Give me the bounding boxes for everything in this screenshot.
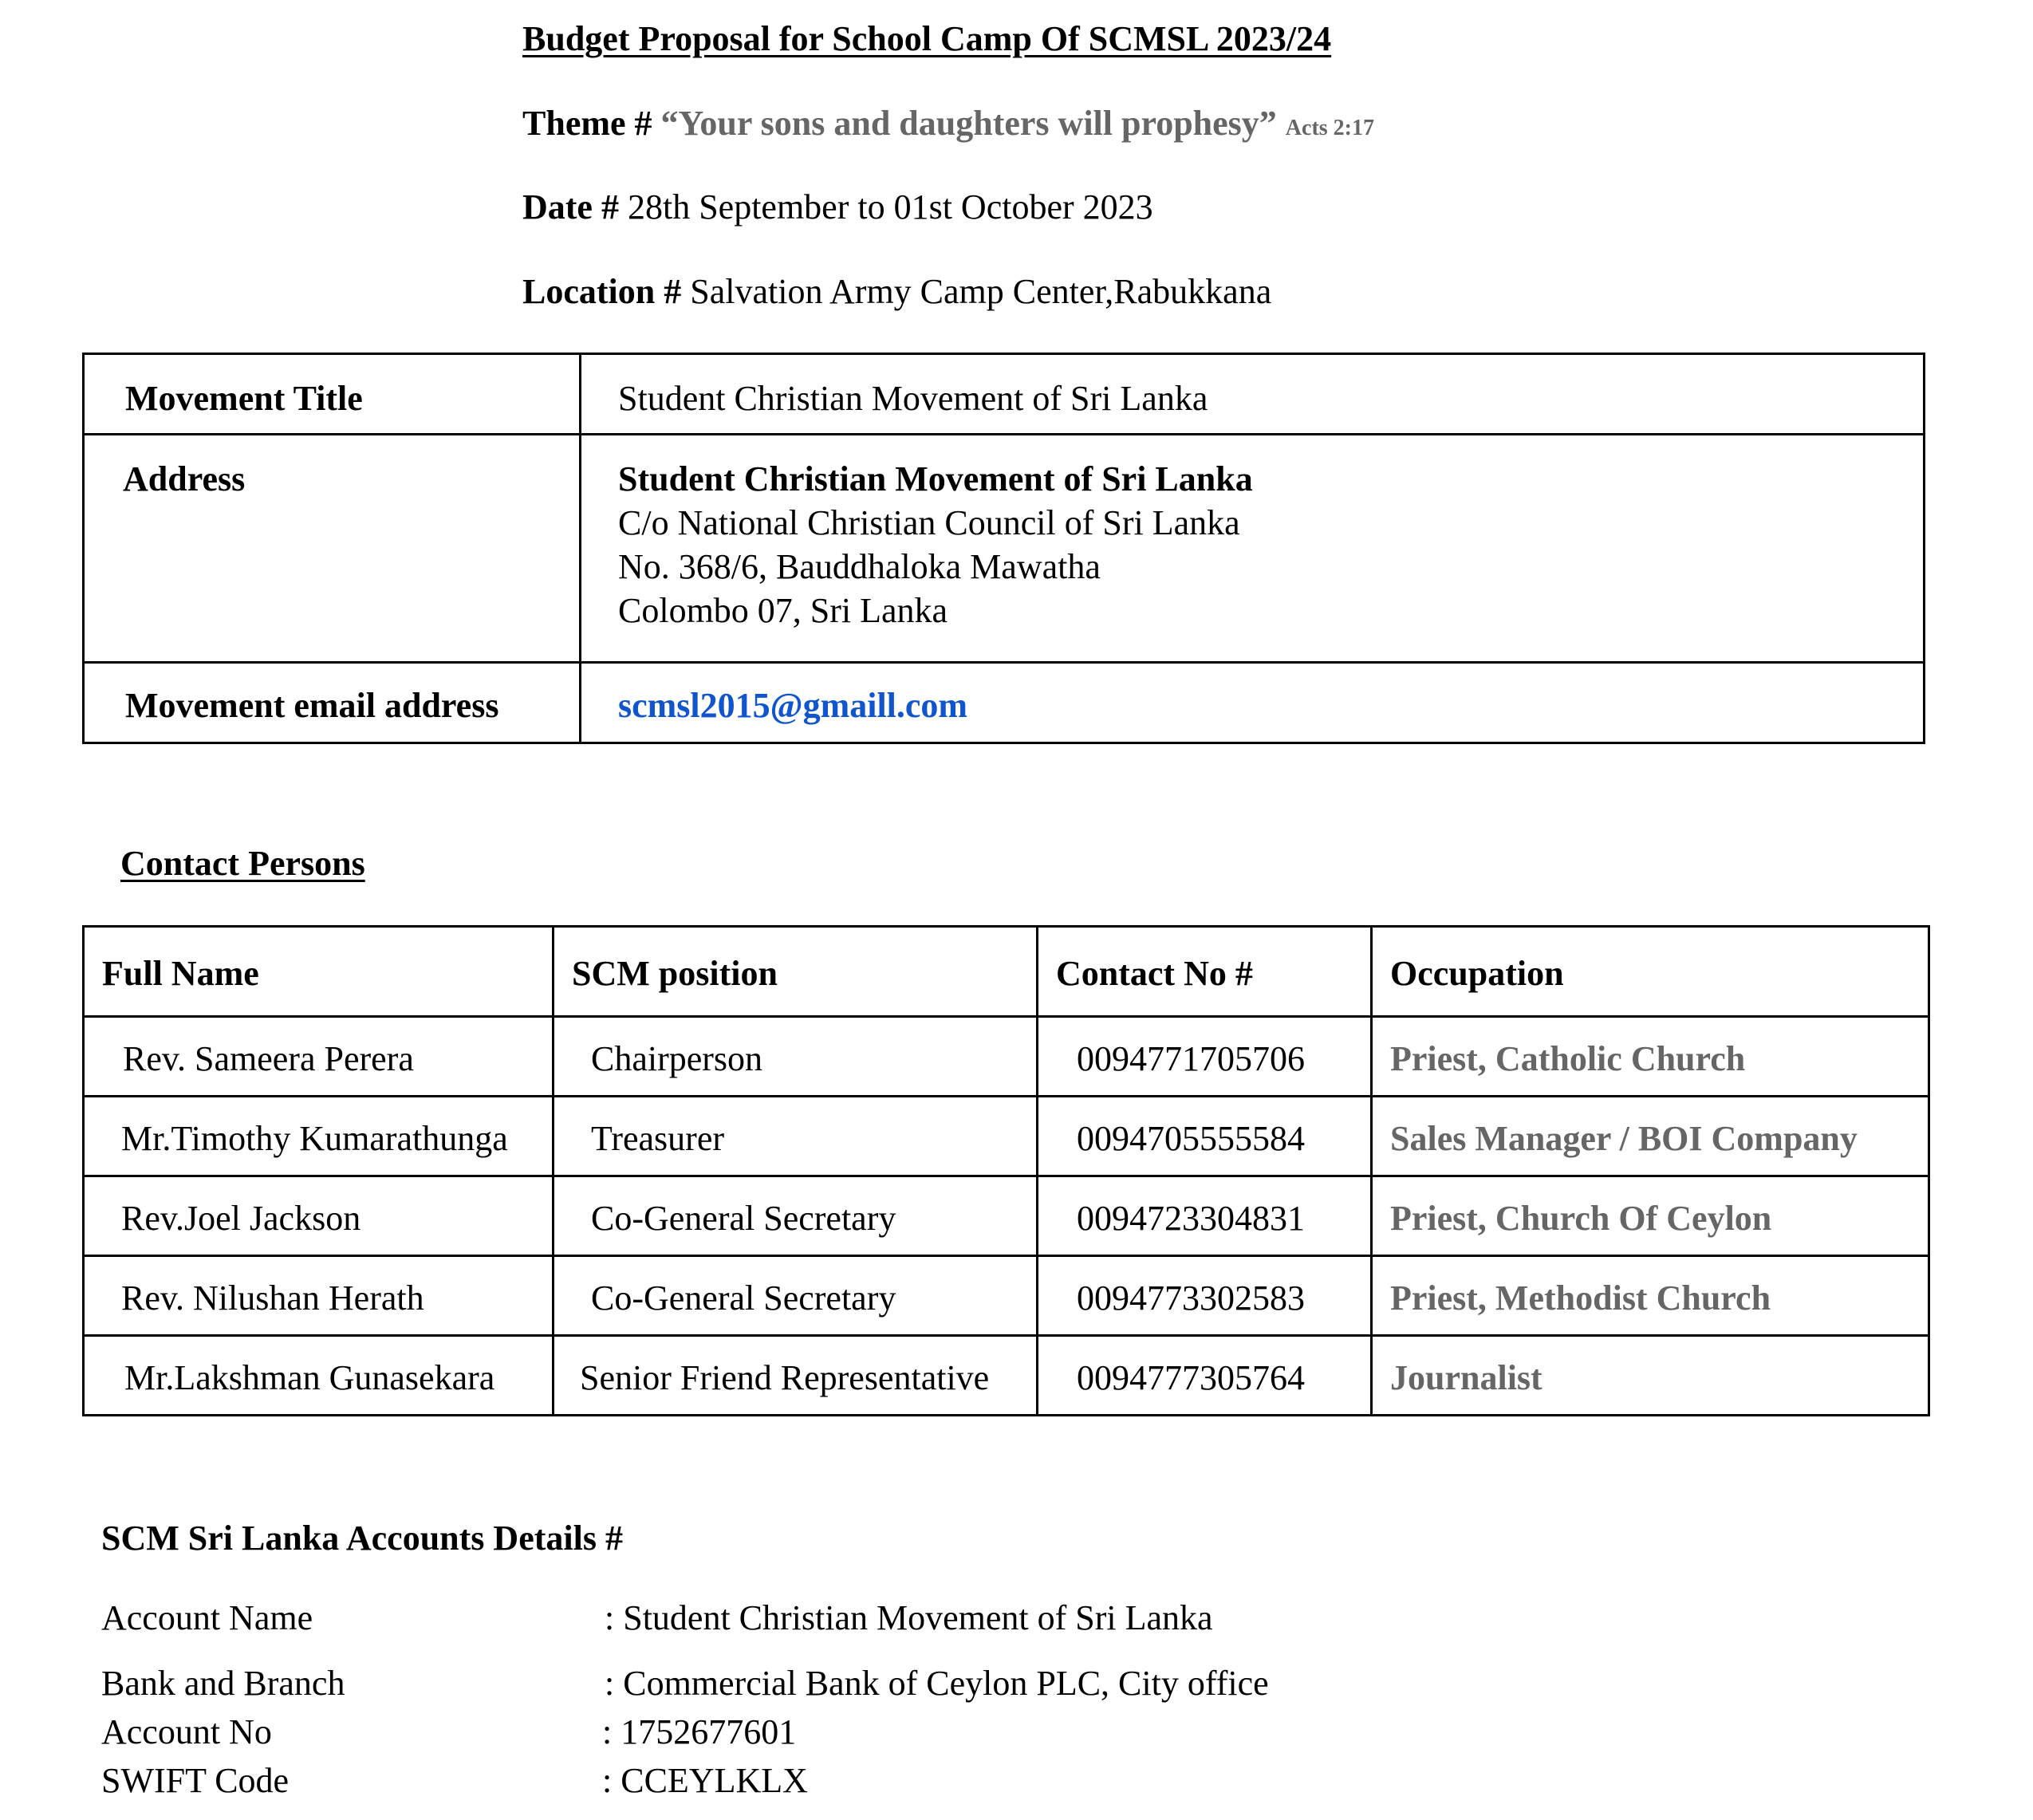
theme-label: Theme # [522, 104, 652, 143]
email-label-cell [84, 663, 581, 743]
swift-code-value: : CCEYLKLX [602, 1761, 808, 1800]
contact-phone: 0094773302583 [1077, 1278, 1305, 1318]
date-label: Date # [522, 187, 619, 227]
address-label: Address [123, 459, 246, 498]
table-row [84, 1097, 1929, 1176]
address-line-2: No. 368/6, Bauddhaloka Mawatha [618, 547, 1101, 586]
contact-name: Mr.Lakshman Gunasekara [124, 1358, 495, 1397]
contact-phone: 0094705555584 [1077, 1119, 1305, 1158]
location-label: Location # [522, 272, 682, 311]
header-occupation: Occupation [1390, 954, 1564, 993]
header-full-name: Full Name [102, 954, 259, 993]
theme-reference: Acts 2:17 [1285, 116, 1374, 140]
contact-name: Rev.Joel Jackson [121, 1199, 361, 1238]
contacts-table [82, 925, 1930, 1416]
contact-position: Senior Friend Representative [580, 1358, 990, 1397]
movement-table [82, 353, 1925, 744]
bank-branch-label: Bank and Branch [101, 1664, 345, 1703]
address-row [84, 435, 1925, 663]
table-row [84, 1336, 1929, 1416]
document-title: Budget Proposal for School Camp Of SCMSL 2023/24 [522, 19, 1332, 58]
header-cell-position [554, 927, 1038, 1017]
contact-phone: 0094777305764 [1077, 1358, 1305, 1397]
table-row [84, 1256, 1929, 1336]
movement-title-value-cell [581, 354, 1925, 435]
movement-title-label-cell [84, 354, 581, 435]
header-cell-name [84, 927, 554, 1017]
contact-name: Mr.Timothy Kumarathunga [121, 1119, 508, 1158]
theme-quote: “Your sons and daughters will prophesy” [660, 104, 1277, 143]
contact-occupation: Journalist [1390, 1358, 1542, 1397]
contact-persons-heading: Contact Persons [120, 844, 365, 883]
theme-line [522, 102, 1374, 150]
contacts-header-row [84, 927, 1929, 1017]
account-name-value: : Student Christian Movement of Sri Lanka [605, 1598, 1213, 1637]
contact-occupation: Sales Manager / BOI Company [1390, 1119, 1858, 1158]
table-row [84, 1176, 1929, 1256]
account-no-value: : 1752677601 [602, 1712, 797, 1751]
address-line-1: C/o National Christian Council of Sri Lanka [618, 503, 1240, 542]
accounts-heading: SCM Sri Lanka Accounts Details # [101, 1519, 623, 1558]
address-name: Student Christian Movement of Sri Lanka [618, 459, 1253, 498]
address-label-cell [84, 435, 581, 663]
header-contact-no: Contact No # [1056, 954, 1253, 993]
email-value-cell [581, 663, 1925, 743]
contact-name: Rev. Nilushan Herath [121, 1278, 424, 1318]
email-link[interactable]: scmsl2015@gmaill.com [618, 686, 968, 725]
contact-phone: 0094771705706 [1077, 1039, 1305, 1078]
header-cell-phone [1038, 927, 1372, 1017]
contact-occupation: Priest, Catholic Church [1390, 1039, 1746, 1078]
location-line [522, 270, 1271, 313]
account-name-label: Account Name [101, 1598, 313, 1637]
contact-position: Treasurer [591, 1119, 724, 1158]
bank-branch-value: : Commercial Bank of Ceylon PLC, City office [605, 1664, 1269, 1703]
contact-name: Rev. Sameera Perera [123, 1039, 414, 1078]
movement-title-row [84, 354, 1925, 435]
contact-occupation: Priest, Church Of Ceylon [1390, 1199, 1772, 1238]
header-cell-occupation [1372, 927, 1929, 1017]
email-label: Movement email address [125, 686, 499, 725]
swift-code-label: SWIFT Code [101, 1761, 290, 1800]
contact-position: Chairperson [591, 1039, 763, 1078]
contact-phone: 0094723304831 [1077, 1199, 1305, 1238]
contact-occupation: Priest, Methodist Church [1390, 1278, 1771, 1318]
contact-position: Co-General Secretary [591, 1199, 896, 1238]
contact-position: Co-General Secretary [591, 1278, 896, 1318]
address-value-cell [581, 435, 1925, 663]
date-line [522, 186, 1153, 229]
table-row [84, 1017, 1929, 1097]
movement-title-label: Movement Title [125, 379, 363, 418]
header-scm-position: SCM position [572, 954, 778, 993]
movement-title-value: Student Christian Movement of Sri Lanka [618, 379, 1208, 418]
location-value: Salvation Army Camp Center,Rabukkana [690, 272, 1272, 311]
date-value: 28th September to 01st October 2023 [627, 187, 1153, 227]
address-block [581, 435, 1923, 632]
email-row [84, 663, 1925, 743]
account-no-label: Account No [101, 1712, 272, 1751]
address-line-3: Colombo 07, Sri Lanka [618, 591, 948, 630]
